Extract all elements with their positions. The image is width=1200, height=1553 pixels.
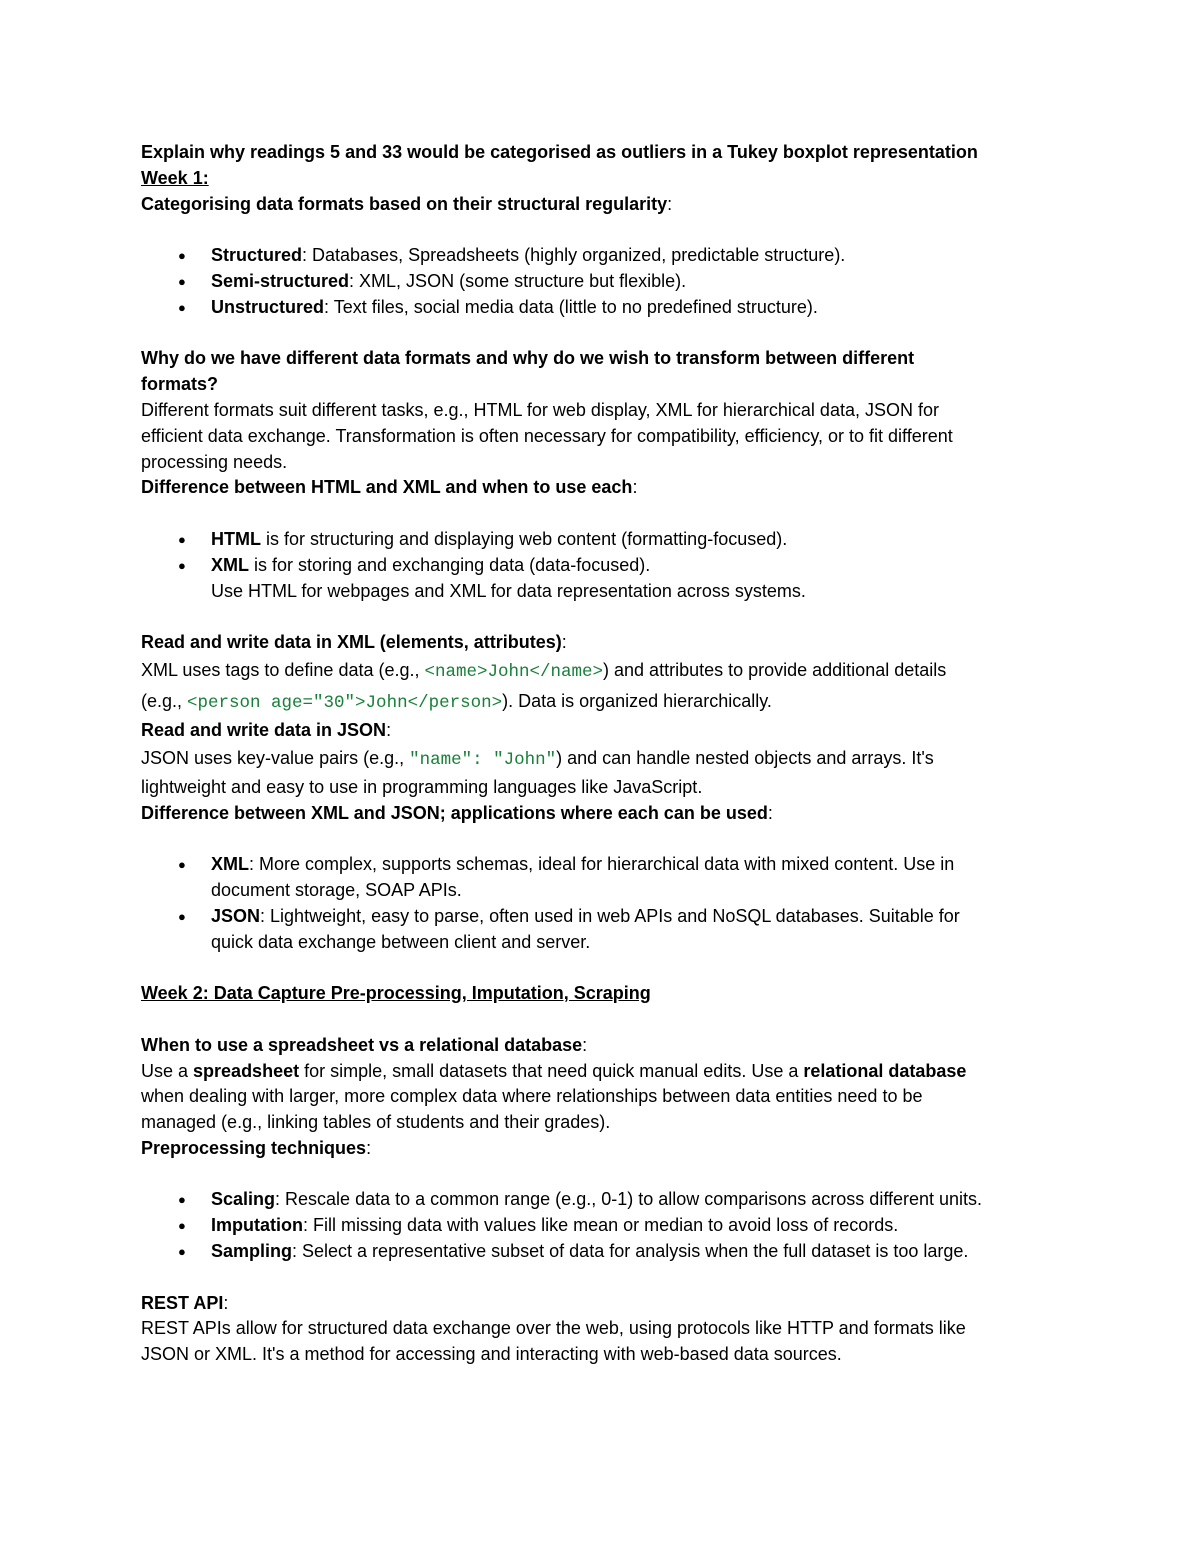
list-item: ● Scaling: Rescale data to a common range (e.g., 0-1) to allow comparisons across different units. xyxy=(178,1189,983,1210)
list-item: ● JSON: Lightweight, easy to parse, often used in web APIs and NoSQL databases. Suitable for quick data exchange between client and server. xyxy=(178,905,960,952)
week1-heading: Week 1: xyxy=(141,167,209,188)
json-rw-heading: Read and write data in JSON: xyxy=(141,719,392,740)
code-snippet: <person age="30">John</person> xyxy=(187,692,503,713)
paragraph-line: Use a spreadsheet for simple, small datasets that need quick manual edits. Use a relational database xyxy=(141,1060,967,1081)
paragraph-line: REST APIs allow for structured data exchange over the web, using protocols like HTTP and formats like xyxy=(141,1318,966,1339)
document-body xyxy=(141,140,1066,1368)
list-item: ● Imputation: Fill missing data with values like mean or median to avoid loss of records. xyxy=(178,1215,899,1236)
paragraph-line: lightweight and easy to use in programming languages like JavaScript. xyxy=(141,776,703,797)
list-item: ● Structured: Databases, Spreadsheets (highly organized, predictable structure). xyxy=(178,245,846,266)
list-item: ● XML is for storing and exchanging data (data-focused). xyxy=(178,554,651,575)
paragraph-line: XML uses tags to define data (e.g., <name>John</name>) and attributes to provide additional details xyxy=(141,659,947,682)
rest-api-heading: REST API: xyxy=(141,1292,229,1313)
categorising-heading: Categorising data formats based on their structural regularity: xyxy=(141,193,673,214)
list-item: ● Unstructured: Text files, social media data (little to no predefined structure). xyxy=(178,296,818,317)
list-item: ● Sampling: Select a representative subset of data for analysis when the full dataset is too large. xyxy=(178,1241,969,1262)
paragraph-line: JSON or XML. It's a method for accessing and interacting with web-based data sources. xyxy=(141,1344,842,1365)
paragraph-line: Different formats suit different tasks, e.g., HTML for web display, XML for hierarchical data, JSON for xyxy=(141,399,939,420)
paragraph-line: (e.g., <person age="30">John</person>). Data is organized hierarchically. xyxy=(141,690,772,713)
paragraph-line: processing needs. xyxy=(141,451,288,472)
paragraph-line: managed (e.g., linking tables of students and their grades). xyxy=(141,1112,611,1133)
html-xml-heading: Difference between HTML and XML and when to use each: xyxy=(141,477,638,498)
list-item: ● HTML is for structuring and displaying web content (formatting-focused). xyxy=(178,528,788,549)
code-snippet: <name>John</name> xyxy=(424,661,604,682)
list-item: ● XML: More complex, supports schemas, ideal for hierarchical data with mixed content. Use in document storage, SOAP APIs. xyxy=(178,854,955,900)
why-formats-heading-cont: formats? xyxy=(141,374,219,395)
xml-json-heading: Difference between XML and JSON; applications where each can be used: xyxy=(141,802,773,823)
xml-rw-heading: Read and write data in XML (elements, attributes): xyxy=(141,632,567,653)
html-xml-list xyxy=(141,527,1066,579)
paragraph-line: efficient data exchange. Transformation is often necessary for compatibility, efficiency, or to fit different xyxy=(141,425,953,446)
intro-question: Explain why readings 5 and 33 would be categorised as outliers in a Tukey boxplot representation xyxy=(141,142,978,162)
spreadsheet-heading: When to use a spreadsheet vs a relational database: xyxy=(141,1034,588,1055)
code-snippet: "name": "John" xyxy=(409,749,557,770)
preprocessing-list xyxy=(141,1187,1066,1264)
html-xml-continuation: Use HTML for webpages and XML for data representation across systems. xyxy=(211,580,806,601)
preprocessing-heading: Preprocessing techniques: xyxy=(141,1137,372,1158)
why-formats-heading: Why do we have different data formats and why do we wish to transform between different xyxy=(141,348,915,369)
paragraph-line: JSON uses key-value pairs (e.g., "name": "John") and can handle nested objects and arrays. It's xyxy=(141,747,934,770)
week2-heading: Week 2: Data Capture Pre-processing, Imputation, Scraping xyxy=(141,983,651,1004)
paragraph-line: when dealing with larger, more complex data where relationships between data entities need to be xyxy=(141,1086,923,1107)
xml-json-list xyxy=(141,852,1066,955)
list-item: ● Semi-structured: XML, JSON (some structure but flexible). xyxy=(178,270,687,291)
categorising-list xyxy=(141,243,1066,320)
